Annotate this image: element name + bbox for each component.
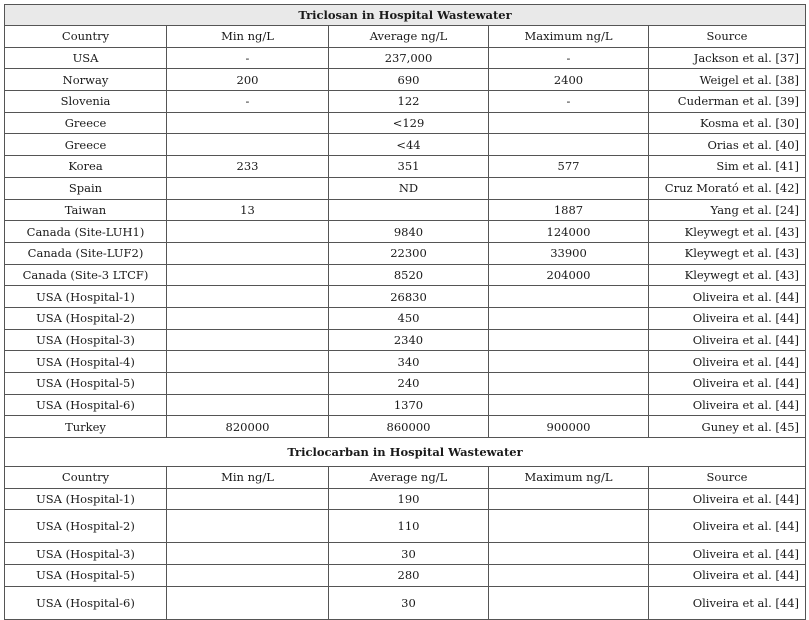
min-cell <box>167 394 329 416</box>
min-cell <box>167 286 329 308</box>
min-cell <box>167 177 329 199</box>
country-cell: USA (Hospital-2) <box>5 307 167 329</box>
source-cell: Cuderman et al. [39] <box>649 91 806 113</box>
table-row <box>5 394 806 416</box>
table-row <box>5 373 806 395</box>
column-header: Average ng/L <box>329 467 489 489</box>
average-cell <box>329 199 489 221</box>
source-cell: Oliveira et al. [44] <box>649 394 806 416</box>
country-cell: USA (Hospital-2) <box>5 510 167 543</box>
country-cell: Greece <box>5 112 167 134</box>
source-cell: Orias et al. [40] <box>649 134 806 156</box>
source-cell: Kleywegt et al. [43] <box>649 264 806 286</box>
average-cell: 280 <box>329 565 489 587</box>
maximum-cell <box>489 177 649 199</box>
table-row <box>5 351 806 373</box>
maximum-cell <box>489 565 649 587</box>
min-cell <box>167 543 329 565</box>
source-cell: Oliveira et al. [44] <box>649 586 806 619</box>
source-cell: Oliveira et al. [44] <box>649 329 806 351</box>
table-row <box>5 134 806 156</box>
average-cell: 110 <box>329 510 489 543</box>
country-cell: Canada (Site-LUH1) <box>5 221 167 243</box>
section-title-row <box>5 438 806 467</box>
country-cell: Spain <box>5 177 167 199</box>
maximum-cell: - <box>489 47 649 69</box>
table-row <box>5 69 806 91</box>
min-cell: 233 <box>167 156 329 178</box>
min-cell <box>167 242 329 264</box>
average-cell: <129 <box>329 112 489 134</box>
country-cell: Canada (Site-LUF2) <box>5 242 167 264</box>
column-header: Country <box>5 26 167 48</box>
average-cell: 2340 <box>329 329 489 351</box>
source-cell: Weigel et al. [38] <box>649 69 806 91</box>
table-body <box>5 5 806 620</box>
source-cell: Oliveira et al. [44] <box>649 373 806 395</box>
average-cell: 190 <box>329 488 489 510</box>
min-cell <box>167 329 329 351</box>
min-cell: - <box>167 91 329 113</box>
country-cell: Slovenia <box>5 91 167 113</box>
country-cell: USA (Hospital-1) <box>5 286 167 308</box>
section-title: Triclosan in Hospital Wastewater <box>5 5 806 26</box>
maximum-cell: 900000 <box>489 416 649 438</box>
column-header: Maximum ng/L <box>489 26 649 48</box>
header-row <box>5 26 806 48</box>
table-row <box>5 156 806 178</box>
column-header: Min ng/L <box>167 467 329 489</box>
country-cell: USA (Hospital-4) <box>5 351 167 373</box>
min-cell: 13 <box>167 199 329 221</box>
source-cell: Jackson et al. [37] <box>649 47 806 69</box>
source-cell: Oliveira et al. [44] <box>649 286 806 308</box>
maximum-cell: 577 <box>489 156 649 178</box>
min-cell: 200 <box>167 69 329 91</box>
maximum-cell <box>489 488 649 510</box>
average-cell: 9840 <box>329 221 489 243</box>
table-row <box>5 510 806 543</box>
average-cell: 30 <box>329 586 489 619</box>
source-cell: Yang et al. [24] <box>649 199 806 221</box>
min-cell <box>167 307 329 329</box>
country-cell: USA <box>5 47 167 69</box>
min-cell <box>167 586 329 619</box>
table-row <box>5 416 806 438</box>
maximum-cell: 124000 <box>489 221 649 243</box>
maximum-cell <box>489 351 649 373</box>
table-row <box>5 488 806 510</box>
country-cell: USA (Hospital-1) <box>5 488 167 510</box>
column-header: Source <box>649 26 806 48</box>
source-cell: Guney et al. [45] <box>649 416 806 438</box>
column-header: Country <box>5 467 167 489</box>
min-cell <box>167 221 329 243</box>
source-cell: Kleywegt et al. [43] <box>649 221 806 243</box>
source-cell: Oliveira et al. [44] <box>649 488 806 510</box>
average-cell: 860000 <box>329 416 489 438</box>
maximum-cell <box>489 329 649 351</box>
average-cell: 240 <box>329 373 489 395</box>
min-cell <box>167 488 329 510</box>
min-cell <box>167 565 329 587</box>
table-row <box>5 543 806 565</box>
country-cell: USA (Hospital-6) <box>5 586 167 619</box>
average-cell: <44 <box>329 134 489 156</box>
maximum-cell: 2400 <box>489 69 649 91</box>
maximum-cell <box>489 286 649 308</box>
country-cell: USA (Hospital-5) <box>5 565 167 587</box>
average-cell: 122 <box>329 91 489 113</box>
table-row <box>5 565 806 587</box>
country-cell: USA (Hospital-3) <box>5 543 167 565</box>
maximum-cell <box>489 373 649 395</box>
source-cell: Oliveira et al. [44] <box>649 307 806 329</box>
table-row <box>5 242 806 264</box>
min-cell: - <box>167 47 329 69</box>
min-cell <box>167 351 329 373</box>
source-cell: Kleywegt et al. [43] <box>649 242 806 264</box>
column-header: Source <box>649 467 806 489</box>
country-cell: USA (Hospital-6) <box>5 394 167 416</box>
source-cell: Oliveira et al. [44] <box>649 543 806 565</box>
maximum-cell <box>489 307 649 329</box>
maximum-cell: 33900 <box>489 242 649 264</box>
table-row <box>5 264 806 286</box>
maximum-cell <box>489 543 649 565</box>
maximum-cell: 1887 <box>489 199 649 221</box>
average-cell: 690 <box>329 69 489 91</box>
country-cell: USA (Hospital-3) <box>5 329 167 351</box>
table-row <box>5 221 806 243</box>
country-cell: Turkey <box>5 416 167 438</box>
section-title: Triclocarban in Hospital Wastewater <box>5 438 806 467</box>
min-cell <box>167 112 329 134</box>
average-cell: 26830 <box>329 286 489 308</box>
source-cell: Sim et al. [41] <box>649 156 806 178</box>
country-cell: Taiwan <box>5 199 167 221</box>
table-row <box>5 47 806 69</box>
min-cell: 820000 <box>167 416 329 438</box>
column-header: Maximum ng/L <box>489 467 649 489</box>
source-cell: Oliveira et al. [44] <box>649 565 806 587</box>
maximum-cell <box>489 134 649 156</box>
country-cell: Korea <box>5 156 167 178</box>
country-cell: Norway <box>5 69 167 91</box>
average-cell: 237,000 <box>329 47 489 69</box>
header-row <box>5 467 806 489</box>
maximum-cell <box>489 394 649 416</box>
average-cell: 22300 <box>329 242 489 264</box>
table-row <box>5 307 806 329</box>
average-cell: 8520 <box>329 264 489 286</box>
table-row <box>5 177 806 199</box>
source-cell: Oliveira et al. [44] <box>649 510 806 543</box>
min-cell <box>167 510 329 543</box>
maximum-cell <box>489 586 649 619</box>
table-row <box>5 199 806 221</box>
min-cell <box>167 264 329 286</box>
min-cell <box>167 373 329 395</box>
average-cell: ND <box>329 177 489 199</box>
table-row <box>5 91 806 113</box>
average-cell: 30 <box>329 543 489 565</box>
country-cell: Canada (Site-3 LTCF) <box>5 264 167 286</box>
maximum-cell <box>489 510 649 543</box>
min-cell <box>167 134 329 156</box>
source-cell: Cruz Morató et al. [42] <box>649 177 806 199</box>
average-cell: 1370 <box>329 394 489 416</box>
average-cell: 450 <box>329 307 489 329</box>
maximum-cell: 204000 <box>489 264 649 286</box>
country-cell: Greece <box>5 134 167 156</box>
wastewater-table <box>4 4 806 620</box>
maximum-cell: - <box>489 91 649 113</box>
source-cell: Kosma et al. [30] <box>649 112 806 134</box>
table-row <box>5 112 806 134</box>
table-row <box>5 286 806 308</box>
table-row <box>5 586 806 619</box>
average-cell: 340 <box>329 351 489 373</box>
source-cell: Oliveira et al. [44] <box>649 351 806 373</box>
section-title-row <box>5 5 806 26</box>
column-header: Min ng/L <box>167 26 329 48</box>
table-row <box>5 329 806 351</box>
maximum-cell <box>489 112 649 134</box>
average-cell: 351 <box>329 156 489 178</box>
column-header: Average ng/L <box>329 26 489 48</box>
country-cell: USA (Hospital-5) <box>5 373 167 395</box>
